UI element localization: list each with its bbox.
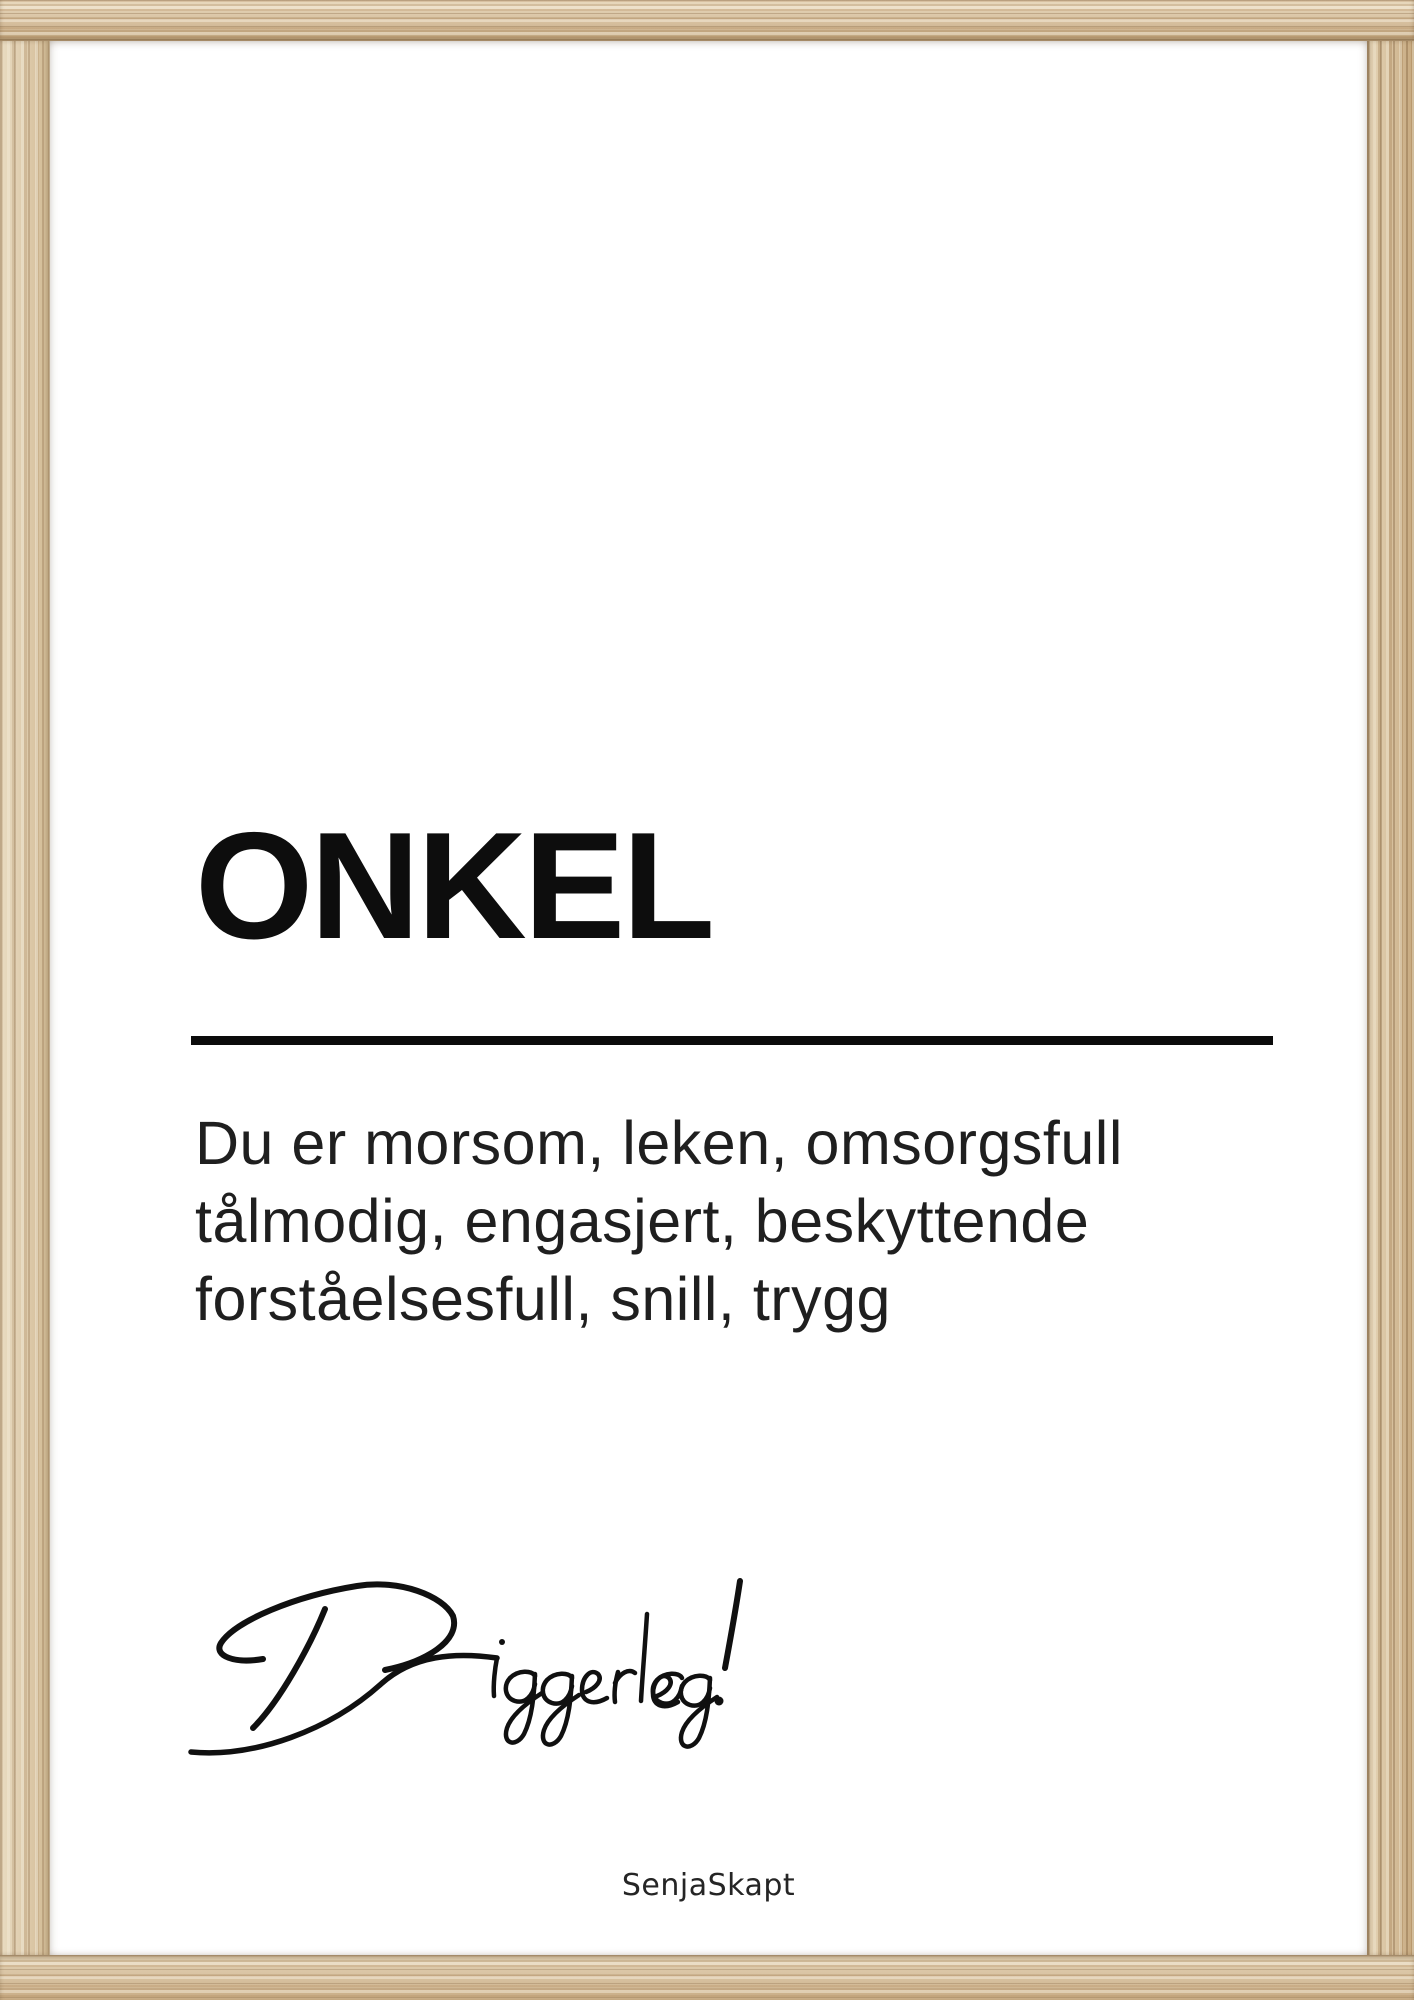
frame-right-bar: [1367, 41, 1414, 1955]
poster-sheet: [50, 41, 1367, 1955]
signature-script-digger-deg: [185, 1546, 755, 1761]
poster-title: ONKEL: [195, 801, 712, 971]
title-divider-rule: [191, 1036, 1273, 1045]
poster-description: [195, 1104, 1123, 1338]
frame-left-bar: [0, 41, 50, 1955]
description-line: forståelsesfull, snill, trygg: [195, 1265, 891, 1333]
brand-label: SenjaSkapt: [621, 1868, 796, 1903]
frame-bottom-bar: [0, 1955, 1414, 2000]
description-line: Du er morsom, leken, omsorgsfull: [195, 1109, 1123, 1177]
frame-top-bar: [0, 0, 1414, 41]
description-line: tålmodig, engasjert, beskyttende: [195, 1187, 1090, 1255]
